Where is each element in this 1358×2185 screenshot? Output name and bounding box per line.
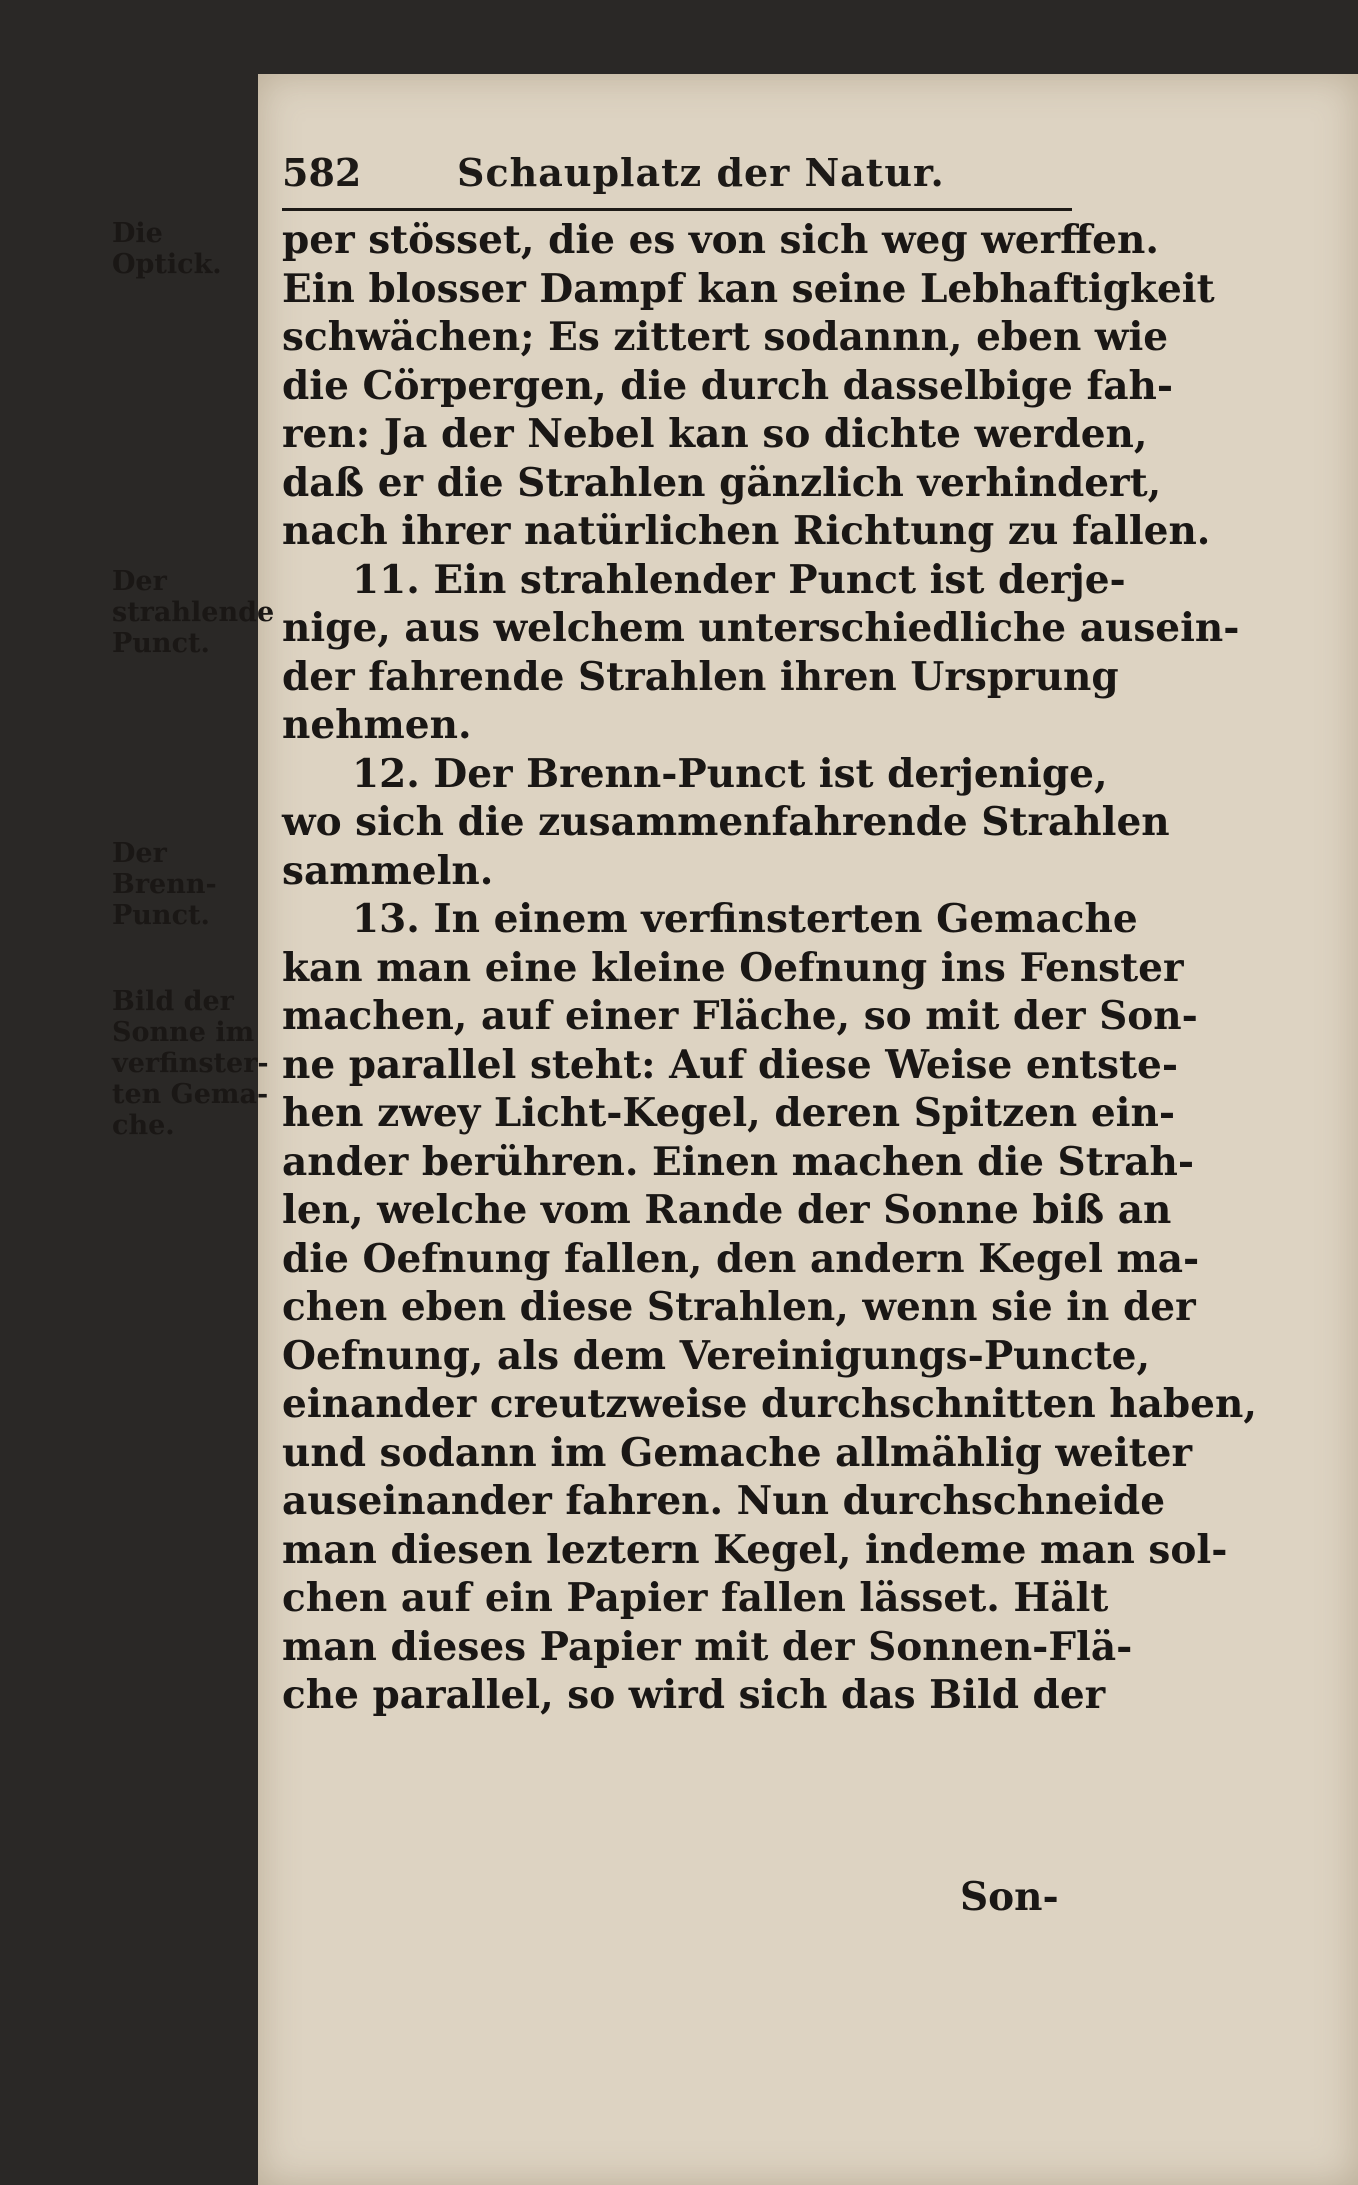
margin-note-line: Der xyxy=(112,838,167,869)
margin-note-brenn xyxy=(112,838,282,931)
text-line: 13. In einem verfinsterten Gemache xyxy=(352,896,1138,942)
text-line: ren: Ja der Nebel kan so dichte werden, xyxy=(282,411,1148,457)
margin-note-line: verfinster- xyxy=(112,1048,269,1079)
margin-note-line: ten Gema- xyxy=(112,1079,269,1110)
margin-note-line: Sonne im xyxy=(112,1017,255,1048)
text-line: daß er die Strahlen gänzlich verhindert, xyxy=(282,459,1162,506)
margin-note-line: Optick. xyxy=(112,249,222,280)
text-line: Ein blosser Dampf kan seine Lebhaftigkeit xyxy=(282,265,1215,312)
header-rule xyxy=(282,208,1072,211)
page-header xyxy=(282,150,1072,196)
text-line: ne parallel steht: Auf diese Weise entste- xyxy=(282,1041,1179,1088)
text-line: chen eben diese Strahlen, wenn sie in der xyxy=(282,1284,1196,1330)
margin-note-line: che. xyxy=(112,1110,175,1141)
margin-note-line: Die xyxy=(112,218,163,249)
text-line: Oefnung, als dem Vereinigungs-Puncte, xyxy=(282,1332,1151,1379)
text-line: man diesen leztern Kegel, indeme man sol- xyxy=(282,1526,1228,1573)
running-title: Schauplatz der Natur. xyxy=(457,150,945,195)
margin-note-line: Punct. xyxy=(112,900,210,931)
text-line: die Cörpergen, die durch dasselbige fah- xyxy=(282,362,1174,409)
margin-note-line: Brenn- xyxy=(112,869,217,900)
text-line: len, welche vom Rande der Sonne biß an xyxy=(282,1187,1172,1233)
margin-note-line: Punct. xyxy=(112,628,210,659)
text-line: machen, auf einer Fläche, so mit der Son- xyxy=(282,993,1198,1039)
text-line: die Oefnung fallen, den andern Kegel ma- xyxy=(282,1235,1200,1282)
text-line: ander berühren. Einen machen die Strah- xyxy=(282,1138,1195,1185)
text-line: 11. Ein strahlender Punct ist derje- xyxy=(352,556,1126,603)
text-line: nige, aus welchem unterschiedliche ausein- xyxy=(282,605,1240,651)
text-line: der fahrende Strahlen ihren Ursprung xyxy=(282,653,1119,700)
text-line: chen auf ein Papier fallen lässet. Hält xyxy=(282,1575,1109,1621)
catchword: Son- xyxy=(960,1874,1059,1920)
text-line: 12. Der Brenn-Punct ist derjenige, xyxy=(352,750,1108,797)
text-line: einander creutzweise durchschnitten haben, xyxy=(282,1381,1257,1427)
margin-note-strahlende xyxy=(112,566,282,659)
margin-note-line: Der xyxy=(112,566,167,597)
text-line: und sodann im Gemache allmählig weiter xyxy=(282,1429,1193,1476)
body-text xyxy=(282,216,1257,1720)
margin-note-line: Bild der xyxy=(112,986,234,1017)
margin-note-optick xyxy=(112,218,282,280)
text-line: wo sich die zusammenfahrende Strahlen xyxy=(282,799,1170,845)
text-line: kan man eine kleine Oefnung ins Fenster xyxy=(282,944,1184,991)
page-number: 582 xyxy=(282,150,362,195)
text-line: nach ihrer natürlichen Richtung zu fallen. xyxy=(282,508,1211,554)
text-line: che parallel, so wird sich das Bild der xyxy=(282,1672,1106,1718)
text-line: sammeln. xyxy=(282,847,494,894)
text-line: per stösset, die es von sich weg werffen. xyxy=(282,217,1159,263)
margin-note-line: strahlende xyxy=(112,597,275,628)
text-line: nehmen. xyxy=(282,702,472,748)
text-line: man dieses Papier mit der Sonnen-Flä- xyxy=(282,1623,1133,1670)
text-line: auseinander fahren. Nun durchschneide xyxy=(282,1478,1166,1524)
text-line: hen zwey Licht-Kegel, deren Spitzen ein- xyxy=(282,1090,1176,1136)
text-line: schwächen; Es zittert sodannn, eben wie xyxy=(282,314,1169,360)
margin-note-bild xyxy=(112,986,282,1141)
